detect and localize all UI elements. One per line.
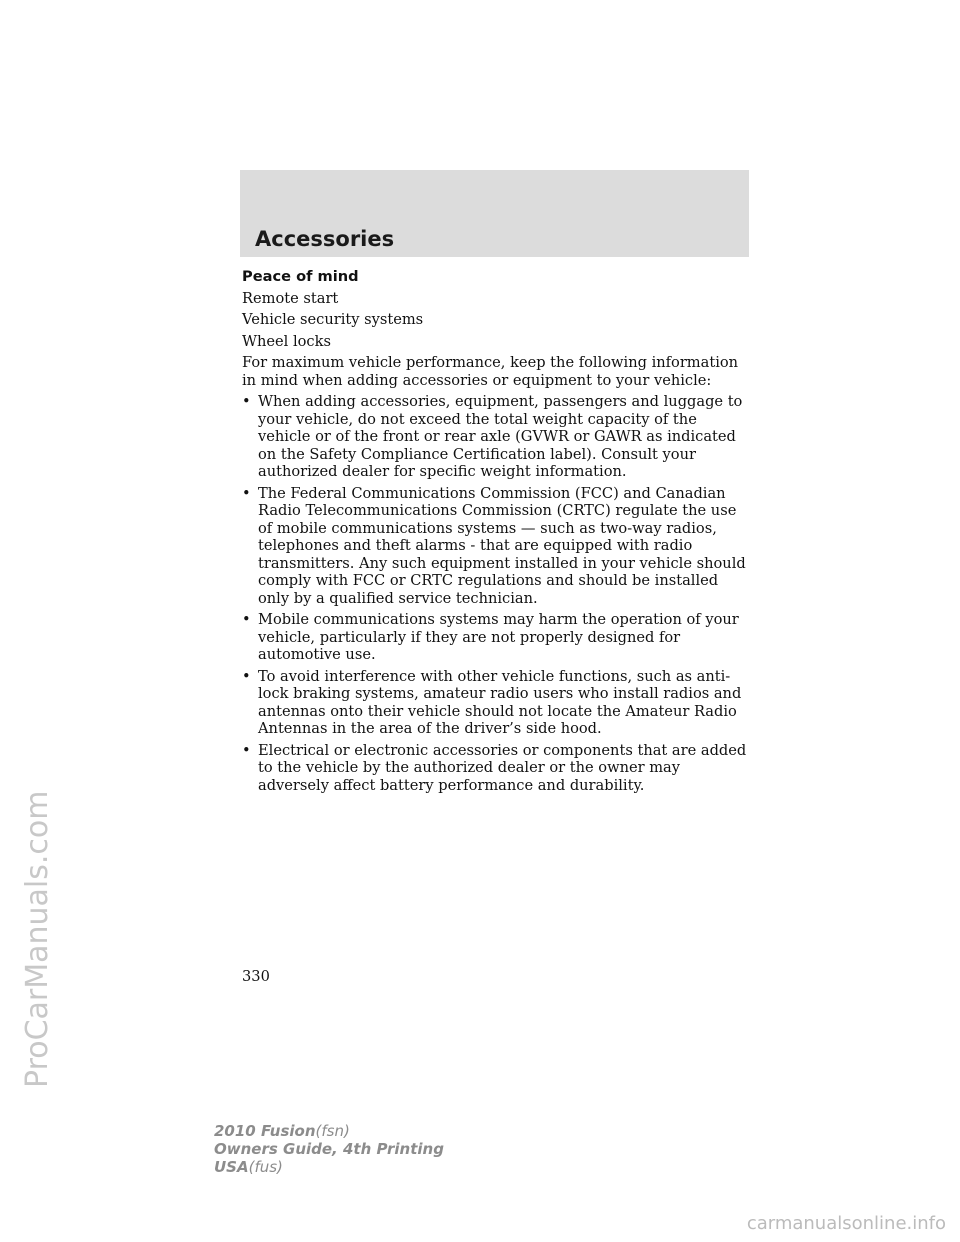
bullet-icon: •	[242, 393, 251, 410]
footer-line-model	[214, 1122, 444, 1140]
bullet-text: When adding accessories, equipment, passengers and luggage to your vehicle, do not exceed the total weight capacity of the vehicle or of the front or rear axle (GVWR or GAWR as indicated on the Safety Compliance Certification label). Consult your authorized dealer for specific weight information.	[258, 393, 743, 480]
bullet-item	[242, 485, 747, 608]
footer-region: USA	[214, 1158, 249, 1176]
document-footer	[214, 1122, 444, 1176]
footer-line-region	[214, 1158, 444, 1176]
bullet-item	[242, 611, 747, 664]
intro-paragraph: For maximum vehicle performance, keep the following information in mind when adding accessories or equipment to your vehicle:	[242, 354, 739, 389]
bullet-icon: •	[242, 484, 251, 502]
page-number: 330	[242, 968, 270, 985]
bullet-item	[242, 668, 747, 738]
bullet-text: Electrical or electronic accessories or components that are added to the vehicle by the authorized dealer or the owner may adversely affect battery performance and durability.	[258, 741, 747, 794]
bullet-item	[242, 393, 747, 481]
footer-region-code: (fus)	[248, 1158, 283, 1176]
list-item-security-systems: Vehicle security systems	[242, 311, 424, 328]
bullet-text: Mobile communications systems may harm the operation of your vehicle, particularly if they are not properly designed for automotive use.	[258, 611, 739, 663]
bullet-list	[242, 393, 747, 794]
footer-model: 2010 Fusion	[214, 1122, 316, 1140]
bullet-item	[242, 742, 747, 795]
bullet-icon: •	[242, 667, 251, 685]
watermark-procarmanuals: ProCarManuals.com	[20, 790, 55, 1088]
list-item-remote-start: Remote start	[242, 289, 339, 307]
section-header-band	[240, 170, 749, 257]
page-content	[242, 268, 747, 798]
section-title: Accessories	[255, 227, 395, 251]
watermark-carmanualsonline: carmanualsonline.info	[746, 1213, 946, 1234]
bullet-text: To avoid interference with other vehicle functions, such as anti-lock braking systems, amateur radio users who install radios and antennas onto their vehicle should not locate the Amateur Radio Antennas in the area of the driver’s side hood.	[258, 667, 742, 737]
footer-model-code: (fsn)	[315, 1122, 350, 1140]
bullet-icon: •	[242, 611, 251, 628]
subheading: Peace of mind	[242, 268, 359, 285]
footer-guide: Owners Guide, 4th Printing	[214, 1140, 444, 1158]
bullet-text: The Federal Communications Commission (FCC) and Canadian Radio Telecommunications Commission (CRTC) regulate the use of mobile communications systems — such as two-way radios, telephones and theft alarms - that are equipped with radio transmitters. Any such equipment installed in your vehicle should comply with FCC or CRTC regulations and should be installed only by a qualified service technician.	[258, 484, 746, 607]
bullet-icon: •	[242, 741, 251, 759]
footer-line-guide	[214, 1140, 444, 1158]
list-item-wheel-locks: Wheel locks	[242, 332, 331, 350]
